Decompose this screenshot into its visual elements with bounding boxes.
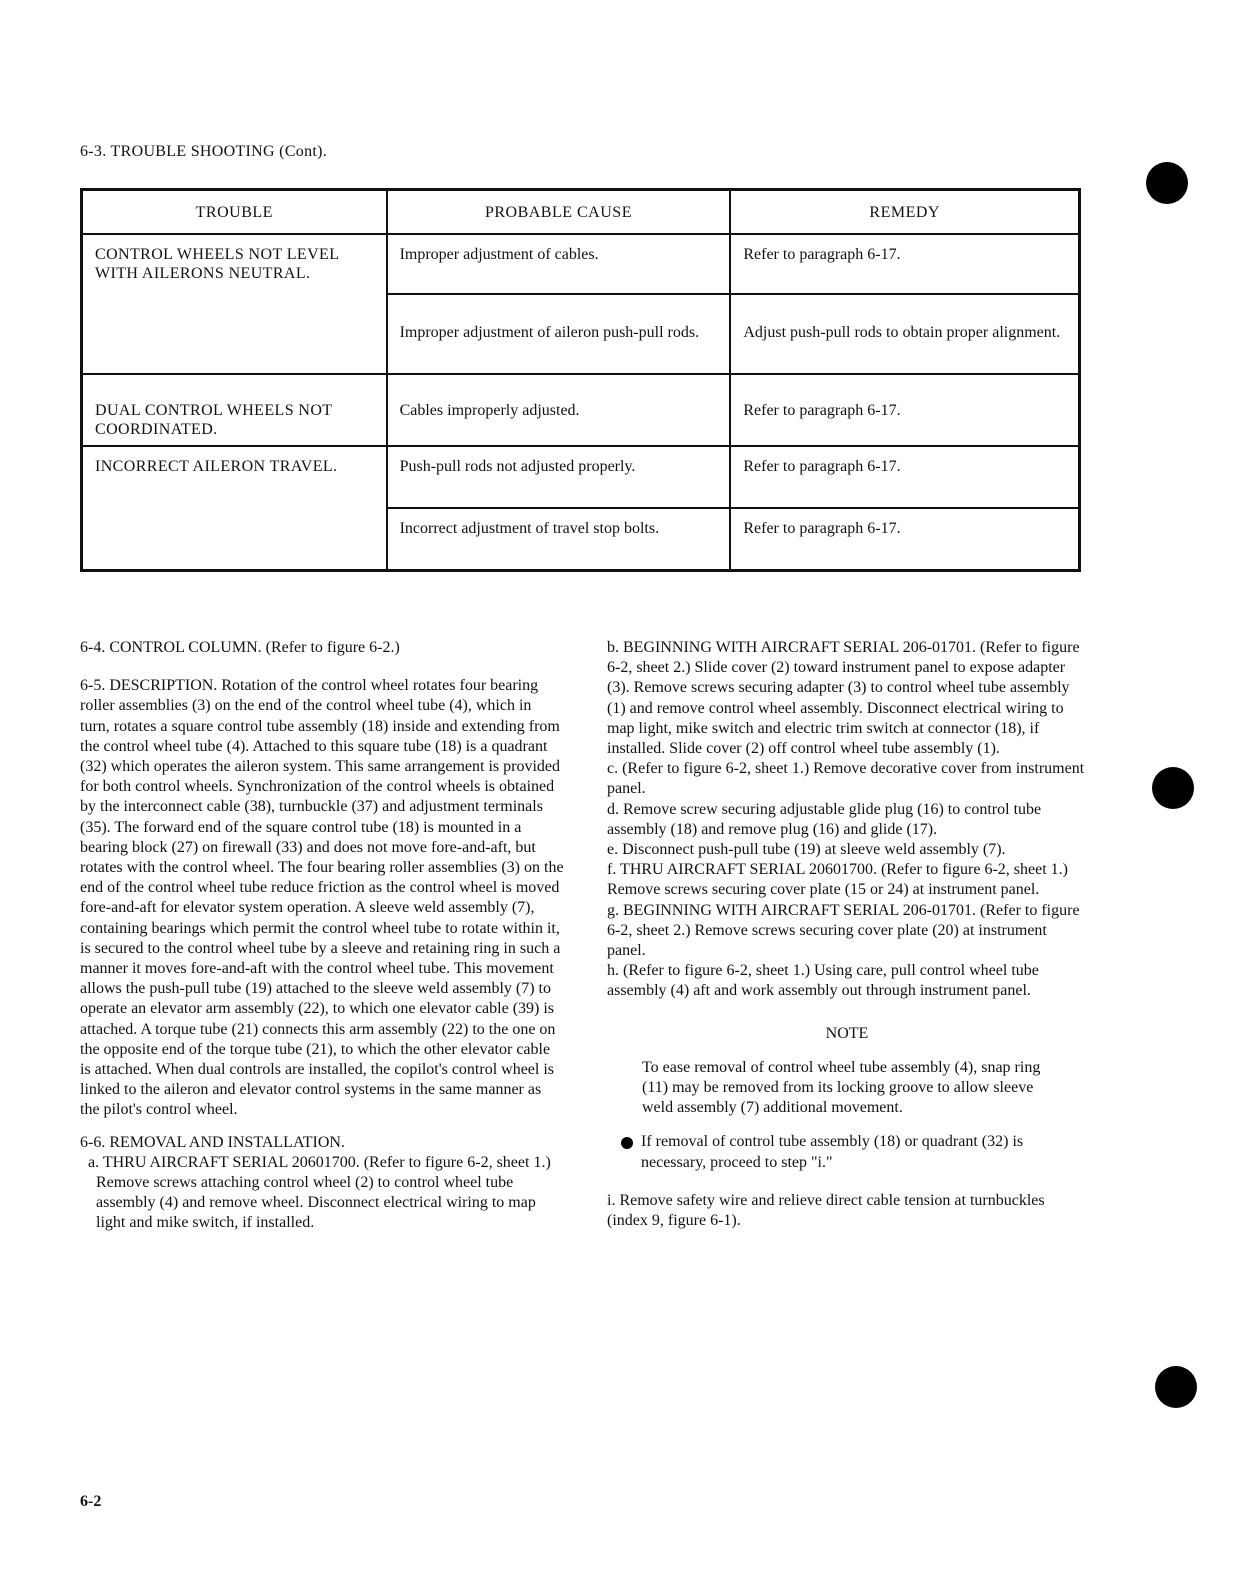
troubleshooting-table: [80, 188, 1081, 572]
cause-cell: Push-pull rods not adjusted properly.: [387, 446, 731, 508]
table-row: [82, 234, 1080, 294]
table-header-row: [82, 190, 1080, 235]
step-i: i. Remove safety wire and relieve direct cable tension at turnbuckles (index 9, figure 6-1).: [607, 1191, 1045, 1230]
bullet-text: If removal of control tube assembly (18) or quadrant (32) is necessary, proceed to step "i.": [641, 1133, 1024, 1171]
paragraph-6-5: 6-5. DESCRIPTION. Rotation of the control wheel rotates four bearing roller assemblies (3) on the end of the control wheel tube (4), which in turn, rotates a square control tube assembly (18) inside and extending from the control wheel tube (4). Attached to this square tube (18) is a quadrant (32) which operates the aileron system. This same arrangement is provided for both control wheels. Synchronization of the control wheels is obtained by the interconnect cable (38), turnbuckle (37) and adjustment terminals (35). The forward end of the square control tube (18) is mounted in a bearing block (27) on firewall (33) and does not move fore-and-aft, but rotates with the control wheel. The four bearing roller assemblies (3) on the end of the control wheel tube reduce friction as the control wheel is moved fore-and-aft for elevator system operation. A sleeve weld assembly (7), containing bearings which permit the control wheel tube to rotate within it, is secured to the control wheel tube by a sleeve and retaining ring in such a manner it moves fore-and-aft with the control wheel tube. This movement allows the push-pull tube (19) attached to the sleeve weld assembly (7) to operate an elevator arm assembly (22), to which one elevator cable (39) is attached. A torque tube (21) connects this arm assembly (22) to the one on the opposite end of the torque tube (21), to which the other elevator cable is attached. When dual controls are installed, the copilot's control wheel is linked to the aileron and elevator control systems in the same manner as the pilot's control wheel.: [80, 677, 564, 1119]
paragraph-6-4: 6-4. CONTROL COLUMN. (Refer to figure 6-2.): [80, 639, 400, 656]
cause-cell: Cables improperly adjusted.: [387, 374, 731, 446]
column-header: REMEDY: [730, 190, 1079, 235]
cause-cell: Incorrect adjustment of travel stop bolts.: [387, 508, 731, 570]
table-row: [82, 374, 1080, 446]
remedy-cell: Refer to paragraph 6-17.: [730, 508, 1079, 570]
remedy-cell: Refer to paragraph 6-17.: [730, 374, 1079, 446]
left-text-column: [80, 638, 564, 1234]
table-row: [82, 446, 1080, 508]
right-text-column: [607, 638, 1087, 1231]
section-heading: 6-3. TROUBLE SHOOTING (Cont).: [80, 143, 328, 160]
step-b: b. BEGINNING WITH AIRCRAFT SERIAL 206-01701. (Refer to figure 6-2, sheet 2.) Slide cover (2) toward instrument panel to expose adapter (3). Remove screws securing adapter (3) to control wheel tube assembly (1) and remove control wheel assembly. Disconnect electrical wiring to map light, mike switch and electric trim switch at connector (18), if installed. Slide cover (2) off control wheel tube assembly (1).: [607, 639, 1080, 758]
trouble-cell: CONTROL WHEELS NOT LEVEL WITH AILERONS NEUTRAL.: [82, 234, 387, 374]
cause-cell: Improper adjustment of cables.: [387, 234, 731, 294]
paragraph-6-6-heading: 6-6. REMOVAL AND INSTALLATION.: [80, 1133, 345, 1151]
page-number: 6-2: [80, 1493, 102, 1510]
step-d: d. Remove screw securing adjustable glide plug (16) to control tube assembly (18) and remove plug (16) and glide (17).: [607, 800, 1042, 838]
step-h: h. (Refer to figure 6-2, sheet 1.) Using care, pull control wheel tube assembly (4) aft and work assembly out through instrument panel.: [607, 962, 1039, 1000]
step-f: f. THRU AIRCRAFT SERIAL 20601700. (Refer to figure 6-2, sheet 1.) Remove screws securing cover plate (15 or 24) at instrument panel.: [607, 861, 1068, 899]
step-e: e. Disconnect push-pull tube (19) at sleeve weld assembly (7).: [607, 841, 1006, 859]
trouble-cell: INCORRECT AILERON TRAVEL.: [82, 446, 387, 570]
column-header: TROUBLE: [82, 190, 387, 235]
cause-cell: Improper adjustment of aileron push-pull rods.: [387, 294, 731, 374]
trouble-cell: DUAL CONTROL WHEELS NOT COORDINATED.: [82, 374, 387, 446]
remedy-cell: Adjust push-pull rods to obtain proper alignment.: [730, 294, 1079, 374]
step-a: a. THRU AIRCRAFT SERIAL 20601700. (Refer to figure 6-2, sheet 1.) Remove screws attaching control wheel (2) to control wheel tube assembly (4) and remove wheel. Disconnect electrical wiring to map light and mike switch, if installed.: [88, 1153, 551, 1232]
step-g: g. BEGINNING WITH AIRCRAFT SERIAL 206-01701. (Refer to figure 6-2, sheet 2.) Remove screws securing cover plate (20) at instrument panel.: [607, 901, 1080, 960]
bullet-dot-icon: [621, 1137, 633, 1149]
note-body: To ease removal of control wheel tube assembly (4), snap ring (11) may be removed from its locking groove to allow sleeve weld assembly (7) additional movement.: [642, 1058, 1041, 1117]
remedy-cell: Refer to paragraph 6-17.: [730, 446, 1079, 508]
remedy-cell: Refer to paragraph 6-17.: [730, 234, 1079, 294]
binder-hole-icon: [1155, 1366, 1197, 1408]
step-c: c. (Refer to figure 6-2, sheet 1.) Remove decorative cover from instrument panel.: [607, 760, 1085, 798]
binder-hole-icon: [1146, 162, 1188, 204]
binder-hole-icon: [1152, 767, 1194, 809]
column-header: PROBABLE CAUSE: [387, 190, 731, 235]
note-title: NOTE: [825, 1024, 869, 1042]
bullet-item: [621, 1132, 1087, 1172]
